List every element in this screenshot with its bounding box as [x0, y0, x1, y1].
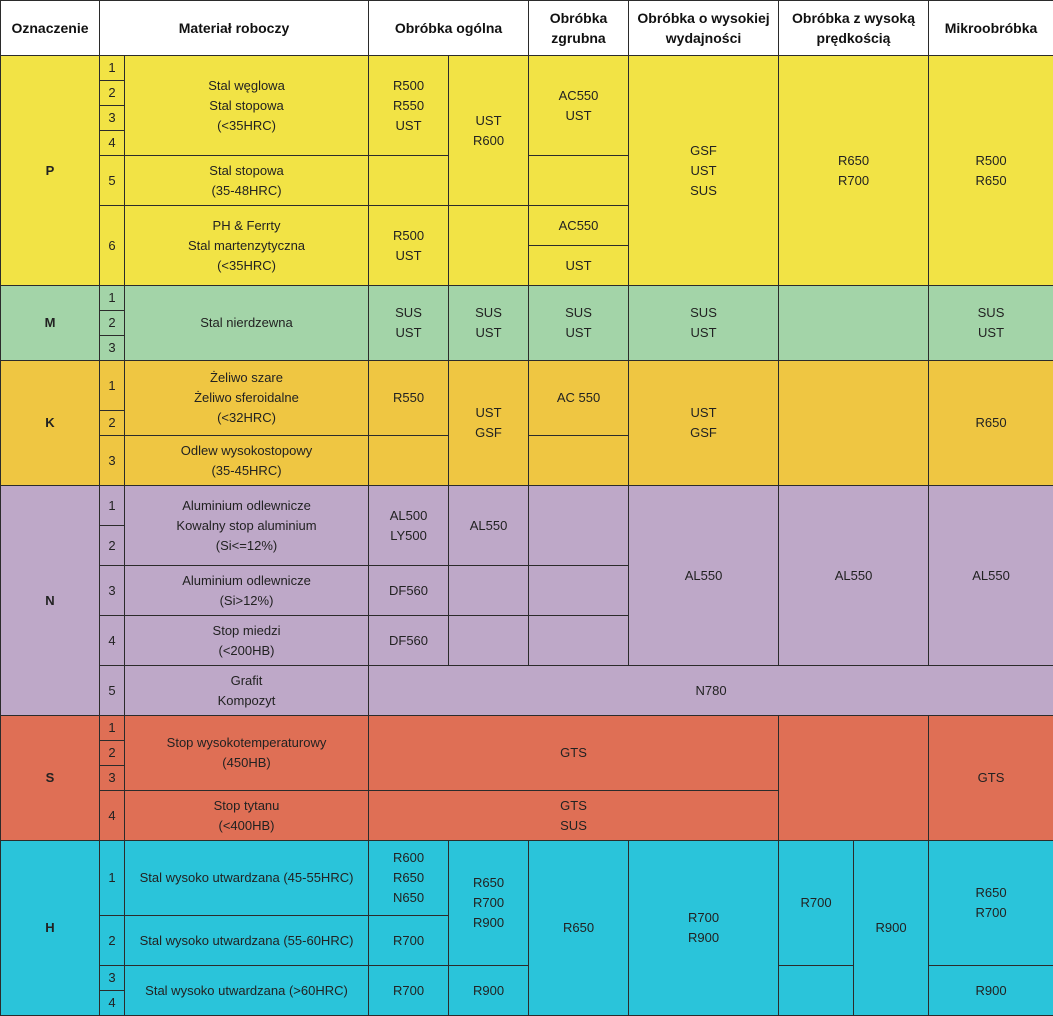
general-grade-cell [449, 616, 529, 666]
row-number: 1 [100, 286, 125, 311]
high-efficiency-grade-cell: GSF UST SUS [629, 56, 779, 286]
material-cell: Stal wysoko utwardzana (55-60HRC) [125, 916, 369, 966]
rough-grade-cell: AC 550 [529, 361, 629, 436]
general-grade-cell: SUS UST [369, 286, 449, 361]
micro-grade-cell: GTS [929, 716, 1053, 841]
material-cell: Żeliwo szare Żeliwo sferoidalne (<32HRC) [125, 361, 369, 436]
header-material: Materiał roboczy [100, 1, 369, 56]
material-cell: Stop tytanu (<400HB) [125, 791, 369, 841]
general-grade-cell: AL550 [449, 486, 529, 566]
gts-sus-grade-cell: GTS SUS [369, 791, 779, 841]
row-number: 3 [100, 106, 125, 131]
row-number: 1 [100, 716, 125, 741]
high-efficiency-grade-cell: UST GSF [629, 361, 779, 486]
rough-grade-cell [529, 616, 629, 666]
group-code-p: P [1, 56, 100, 286]
general-grade-cell: R700 [369, 916, 449, 966]
row-number: 1 [100, 361, 125, 411]
material-cell: Stal stopowa (35-48HRC) [125, 156, 369, 206]
row-number: 4 [100, 131, 125, 156]
group-code-m: M [1, 286, 100, 361]
general-grade-cell [449, 566, 529, 616]
row-number: 1 [100, 56, 125, 81]
material-cell: Stop wysokotemperaturowy (450HB) [125, 716, 369, 791]
micro-grade-cell: R650 [929, 361, 1053, 486]
general-grade-cell: R550 [369, 361, 449, 436]
group-code-n: N [1, 486, 100, 716]
k-row-1 [1, 361, 1053, 411]
material-cell: Grafit Kompozyt [125, 666, 369, 716]
high-speed-grade-cell: R700 [779, 841, 854, 966]
row-number: 2 [100, 81, 125, 106]
n-row-1 [1, 486, 1053, 526]
general-grade-cell: R650 R700 R900 [449, 841, 529, 966]
high-efficiency-grade-cell: SUS UST [629, 286, 779, 361]
row-number: 2 [100, 916, 125, 966]
micro-grade-cell: R900 [929, 966, 1053, 1016]
rough-grade-cell [529, 436, 629, 486]
row-number: 5 [100, 156, 125, 206]
row-number: 1 [100, 486, 125, 526]
header-high-speed: Obróbka z wysoką prędkością [779, 1, 929, 56]
general-grade-cell: SUS UST [449, 286, 529, 361]
rough-grade-cell [529, 156, 629, 206]
micro-grade-cell: R650 R700 [929, 841, 1053, 966]
rough-grade-cell: R650 [529, 841, 629, 1016]
n-row-5 [1, 666, 1053, 716]
rough-grade-cell: UST [529, 246, 629, 286]
material-cell: Stal węglowa Stal stopowa (<35HRC) [125, 56, 369, 156]
row-number: 4 [100, 991, 125, 1016]
rough-grade-cell: AC550 [529, 206, 629, 246]
row-number: 3 [100, 566, 125, 616]
micro-grade-cell: R500 R650 [929, 56, 1053, 286]
general-grade-cell: R600 R650 N650 [369, 841, 449, 916]
header-row [1, 1, 1053, 56]
general-grade-cell: R700 [369, 966, 449, 1016]
material-cell: Stop miedzi (<200HB) [125, 616, 369, 666]
row-number: 2 [100, 311, 125, 336]
header-general: Obróbka ogólna [369, 1, 529, 56]
gts-grade-cell: GTS [369, 716, 779, 791]
high-speed-grade-cell [779, 966, 854, 1016]
header-rough: Obróbka zgrubna [529, 1, 629, 56]
general-grade-cell: R500 R550 UST [369, 56, 449, 156]
high-speed-grade-cell [779, 286, 929, 361]
row-number: 6 [100, 206, 125, 286]
header-designation: Oznaczenie [1, 1, 100, 56]
material-cell: Stal wysoko utwardzana (45-55HRC) [125, 841, 369, 916]
material-cell: PH & Ferrty Stal martenzytyczna (<35HRC) [125, 206, 369, 286]
high-efficiency-grade-cell: AL550 [629, 486, 779, 666]
h-row-1 [1, 841, 1053, 916]
general-grade-cell [369, 156, 449, 206]
general-grade-cell: DF560 [369, 616, 449, 666]
rough-grade-cell: SUS UST [529, 286, 629, 361]
row-number: 3 [100, 966, 125, 991]
n780-grade-cell: N780 [369, 666, 1053, 716]
material-cell: Aluminium odlewnicze (Si>12%) [125, 566, 369, 616]
row-number: 3 [100, 436, 125, 486]
row-number: 2 [100, 741, 125, 766]
rough-grade-cell: AC550 UST [529, 56, 629, 156]
high-efficiency-grade-cell: R700 R900 [629, 841, 779, 1016]
general-grade-cell: AL500 LY500 [369, 486, 449, 566]
material-cell: Stal nierdzewna [125, 286, 369, 361]
group-code-k: K [1, 361, 100, 486]
row-number: 2 [100, 526, 125, 566]
rough-grade-cell [529, 566, 629, 616]
header-high-efficiency: Obróbka o wysokiej wydajności [629, 1, 779, 56]
general-grade-cell: R500 UST [369, 206, 449, 286]
general-grade-cell: R900 [449, 966, 529, 1016]
row-number: 2 [100, 411, 125, 436]
material-cell: Aluminium odlewnicze Kowalny stop aluminium (Si<=12%) [125, 486, 369, 566]
general-grade-cell: DF560 [369, 566, 449, 616]
material-cell: Stal wysoko utwardzana (>60HRC) [125, 966, 369, 1016]
micro-grade-cell: SUS UST [929, 286, 1053, 361]
m-row-1 [1, 286, 1053, 311]
row-number: 4 [100, 791, 125, 841]
general-grade-cell-empty [449, 206, 529, 286]
general-grade-cell: UST R600 [449, 56, 529, 206]
high-speed-grade-cell [779, 716, 929, 841]
row-number: 1 [100, 841, 125, 916]
p-row-1 [1, 56, 1053, 81]
micro-grade-cell: AL550 [929, 486, 1053, 666]
high-speed-grade-cell: R650 R700 [779, 56, 929, 286]
high-speed-grade-cell: AL550 [779, 486, 929, 666]
material-cell: Odlew wysokostopowy (35-45HRC) [125, 436, 369, 486]
rough-grade-cell [529, 486, 629, 566]
high-speed-grade-cell: R900 [854, 841, 929, 1016]
row-number: 3 [100, 766, 125, 791]
row-number: 4 [100, 616, 125, 666]
high-speed-grade-cell [779, 361, 929, 486]
header-micro: Mikroobróbka [929, 1, 1053, 56]
group-code-s: S [1, 716, 100, 841]
s-row-1 [1, 716, 1053, 741]
row-number: 3 [100, 336, 125, 361]
general-grade-cell [369, 436, 449, 486]
group-code-h: H [1, 841, 100, 1016]
row-number: 5 [100, 666, 125, 716]
general-grade-cell: UST GSF [449, 361, 529, 486]
